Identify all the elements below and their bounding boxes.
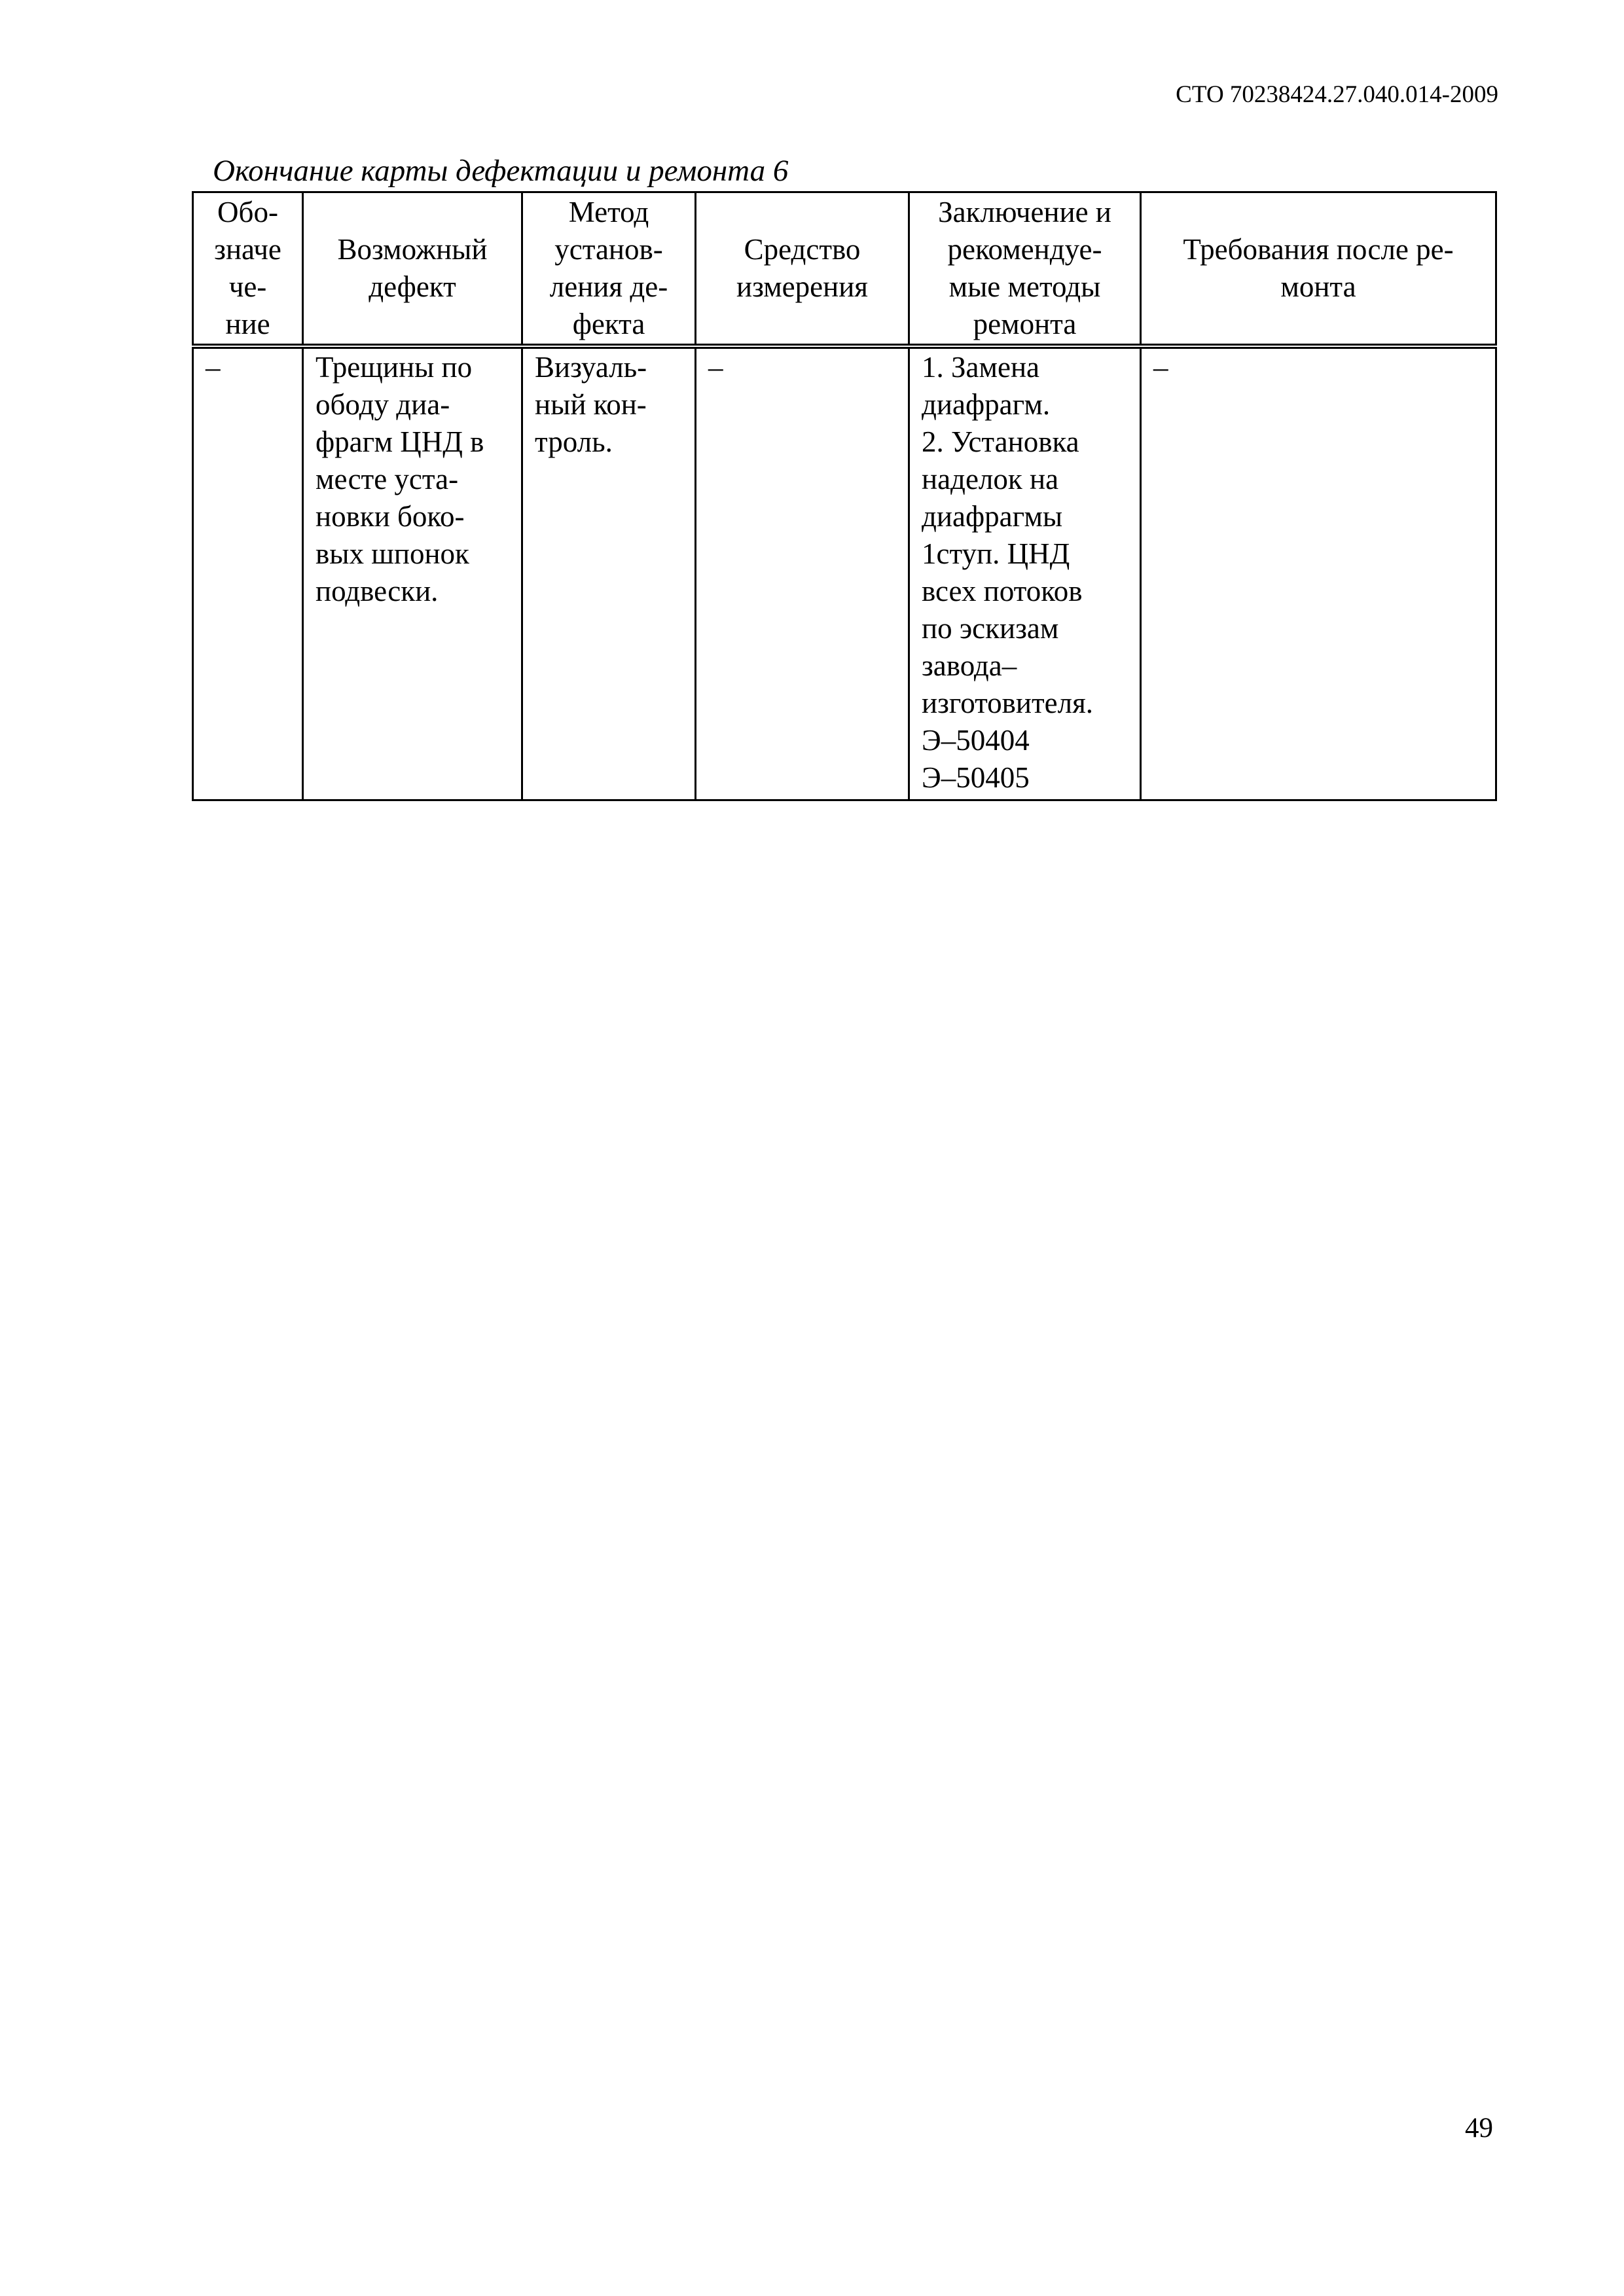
cell-designation (193, 346, 303, 800)
header-line: Средство (744, 233, 861, 266)
cell-line: всех потоков (922, 575, 1083, 607)
cell-line: завода– (922, 649, 1017, 682)
header-line: фекта (572, 308, 645, 340)
defect-repair-table (192, 191, 1497, 801)
cell-line: новки боко- (316, 500, 465, 533)
cell-conclusion-methods (909, 346, 1141, 800)
header-post-repair-requirements (1141, 192, 1496, 347)
header-line: установ- (554, 233, 663, 266)
header-line: значе (214, 233, 281, 266)
cell-line: 1. Замена (922, 351, 1040, 384)
cell-line: подвески. (316, 575, 439, 607)
header-line: ремонта (973, 308, 1077, 340)
header-line: мые методы (948, 270, 1101, 303)
header-designation (193, 192, 303, 347)
header-line: ления де- (549, 270, 668, 303)
cell-line: диафрагм. (922, 388, 1051, 421)
cell-line: вых шпонок (316, 537, 469, 570)
header-line: рекомендуе- (947, 233, 1102, 266)
header-row (193, 192, 1496, 347)
header-line: Метод (568, 196, 649, 228)
table-caption: Окончание карты дефектации и ремонта 6 (213, 154, 789, 188)
cell-line: Визуаль- (535, 351, 647, 384)
header-line: Требования после ре- (1183, 233, 1454, 266)
document-code: СТО 70238424.27.040.014-2009 (1176, 81, 1498, 108)
cell-measuring-tool (696, 346, 909, 800)
table-row (193, 346, 1496, 800)
cell-line: – (708, 351, 723, 384)
cell-possible-defect (303, 346, 522, 800)
cell-post-repair-requirements (1141, 346, 1496, 800)
cell-line: Трещины по (316, 351, 473, 384)
header-line: Возможный (337, 233, 488, 266)
header-possible-defect (303, 192, 522, 347)
header-line: монта (1280, 270, 1356, 303)
header-line: че- (228, 270, 267, 303)
cell-line: троль. (535, 425, 613, 458)
cell-line: изготовителя. (922, 687, 1094, 719)
header-conclusion-methods (909, 192, 1141, 347)
header-line: измерения (736, 270, 868, 303)
table-body (193, 346, 1496, 800)
cell-line: Э–50405 (922, 761, 1030, 794)
cell-line: по эскизам (922, 612, 1059, 645)
cell-line: месте уста- (316, 463, 459, 495)
header-measuring-tool (696, 192, 909, 347)
table-header (193, 192, 1496, 347)
cell-line: ный кон- (535, 388, 647, 421)
cell-line: ободу диа- (316, 388, 450, 421)
header-line: Обо- (217, 196, 278, 228)
cell-line: – (206, 351, 221, 384)
cell-line: – (1153, 351, 1168, 384)
cell-line: наделок на (922, 463, 1059, 495)
cell-detection-method (522, 346, 696, 800)
header-line: Заключение и (938, 196, 1111, 228)
cell-line: 1ступ. ЦНД (922, 537, 1070, 570)
header-line: дефект (369, 270, 456, 303)
header-line: ние (225, 308, 270, 340)
header-detection-method (522, 192, 696, 347)
cell-line: Э–50404 (922, 724, 1030, 757)
cell-line: фрагм ЦНД в (316, 425, 484, 458)
cell-line: 2. Установка (922, 425, 1079, 458)
cell-line: диафрагмы (922, 500, 1063, 533)
page-number: 49 (1465, 2113, 1493, 2144)
